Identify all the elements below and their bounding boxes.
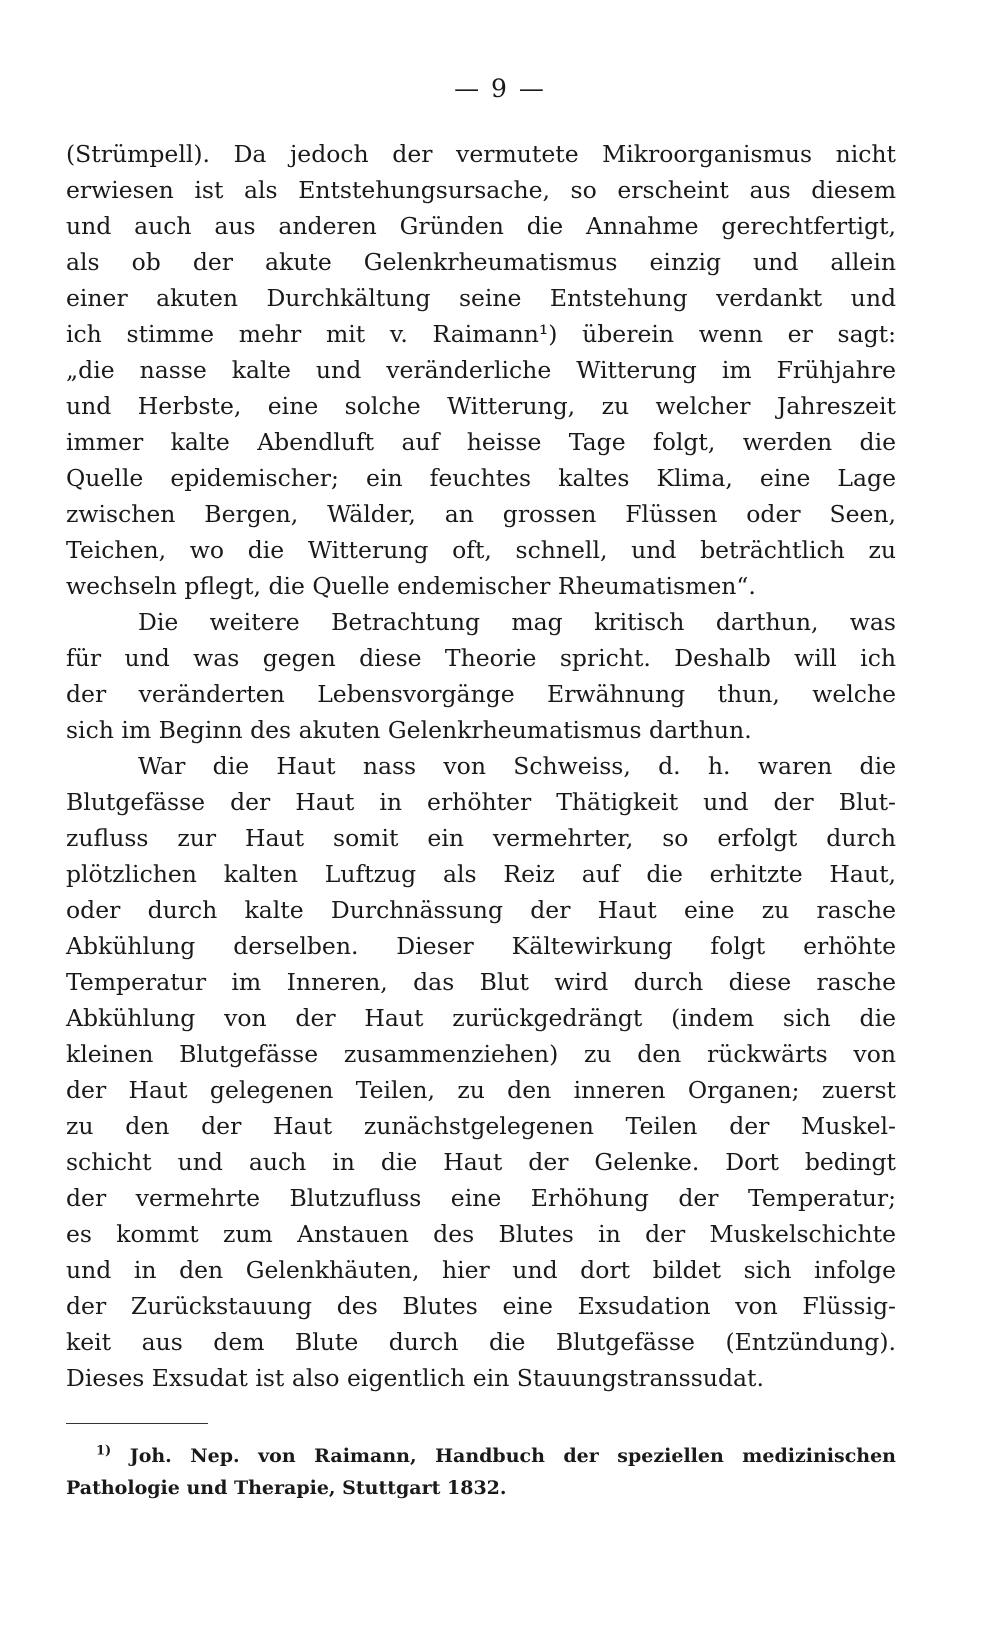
text-line: es kommt zum Anstauen des Blutes in der Muskelschichte — [66, 1220, 896, 1248]
text-line: und auch aus anderen Gründen die Annahme gerechtfertigt, — [66, 212, 896, 240]
text-line: Temperatur im Inneren, das Blut wird durch diese rasche — [66, 968, 896, 996]
text-line: Abkühlung von der Haut zurückgedrängt (indem sich die — [66, 1004, 896, 1032]
text-line: oder durch kalte Durchnässung der Haut eine zu rasche — [66, 896, 896, 924]
text-line: War die Haut nass von Schweiss, d. h. waren die — [138, 752, 896, 780]
text-line: für und was gegen diese Theorie spricht. Deshalb will ich — [66, 644, 896, 672]
text-line: plötzlichen kalten Luftzug als Reiz auf die erhitzte Haut, — [66, 860, 896, 888]
footnote-line — [66, 1440, 896, 1472]
text-line: kleinen Blutgefässe zusammenziehen) zu den rückwärts von — [66, 1040, 896, 1068]
text-line: ich stimme mehr mit v. Raimann¹) überein wenn er sagt: — [66, 320, 896, 348]
text-line: einer akuten Durchkältung seine Entstehung verdankt und — [66, 284, 896, 312]
text-line: schicht und auch in die Haut der Gelenke. Dort bedingt — [66, 1148, 896, 1176]
footnote-divider — [66, 1423, 208, 1424]
text-line: Abkühlung derselben. Dieser Kältewirkung folgt erhöhte — [66, 932, 896, 960]
text-line: zwischen Bergen, Wälder, an grossen Flüssen oder Seen, — [66, 500, 896, 528]
text-line: (Strümpell). Da jedoch der vermutete Mikroorganismus nicht — [66, 140, 896, 168]
text-line: der vermehrte Blutzufluss eine Erhöhung der Temperatur; — [66, 1184, 896, 1212]
text-line: zufluss zur Haut somit ein vermehrter, so erfolgt durch — [66, 824, 896, 852]
text-line: Quelle epidemischer; ein feuchtes kaltes Klima, eine Lage — [66, 464, 896, 492]
text-line: der veränderten Lebensvorgänge Erwähnung thun, welche — [66, 680, 896, 708]
text-line: zu den der Haut zunächstgelegenen Teilen der Muskel- — [66, 1112, 896, 1140]
text-line: keit aus dem Blute durch die Blutgefässe (Entzündung). — [66, 1328, 896, 1356]
page-number: — 9 — — [454, 74, 546, 103]
text-line: als ob der akute Gelenkrheumatismus einzig und allein — [66, 248, 896, 276]
footnote-text: Joh. Nep. von Raimann, Handbuch der speziellen medizinischen — [129, 1445, 896, 1467]
text-line: Blutgefässe der Haut in erhöhter Thätigkeit und der Blut- — [66, 788, 896, 816]
text-line: immer kalte Abendluft auf heisse Tage folgt, werden die — [66, 428, 896, 456]
text-line: der Haut gelegenen Teilen, zu den inneren Organen; zuerst — [66, 1076, 896, 1104]
text-line: Dieses Exsudat ist also eigentlich ein Stauungstranssudat. — [66, 1364, 764, 1392]
body-text — [66, 136, 896, 1396]
footnote-line: Pathologie und Therapie, Stuttgart 1832. — [66, 1477, 507, 1499]
text-line: und in den Gelenkhäuten, hier und dort bildet sich infolge — [66, 1256, 896, 1284]
footnote-marker: 1) — [96, 1443, 112, 1459]
text-line: erwiesen ist als Entstehungsursache, so erscheint aus diesem — [66, 176, 896, 204]
text-line: Die weitere Betrachtung mag kritisch darthun, was — [138, 608, 896, 636]
text-line: sich im Beginn des akuten Gelenkrheumatismus darthun. — [66, 716, 752, 744]
text-line: „die nasse kalte und veränderliche Witterung im Frühjahre — [66, 356, 896, 384]
text-line: der Zurückstauung des Blutes eine Exsudation von Flüssig- — [66, 1292, 896, 1320]
text-line: Teichen, wo die Witterung oft, schnell, und beträchtlich zu — [66, 536, 896, 564]
text-line: wechseln pflegt, die Quelle endemischer Rheumatismen“. — [66, 572, 756, 600]
text-line: und Herbste, eine solche Witterung, zu welcher Jahreszeit — [66, 392, 896, 420]
footnote — [66, 1440, 896, 1504]
